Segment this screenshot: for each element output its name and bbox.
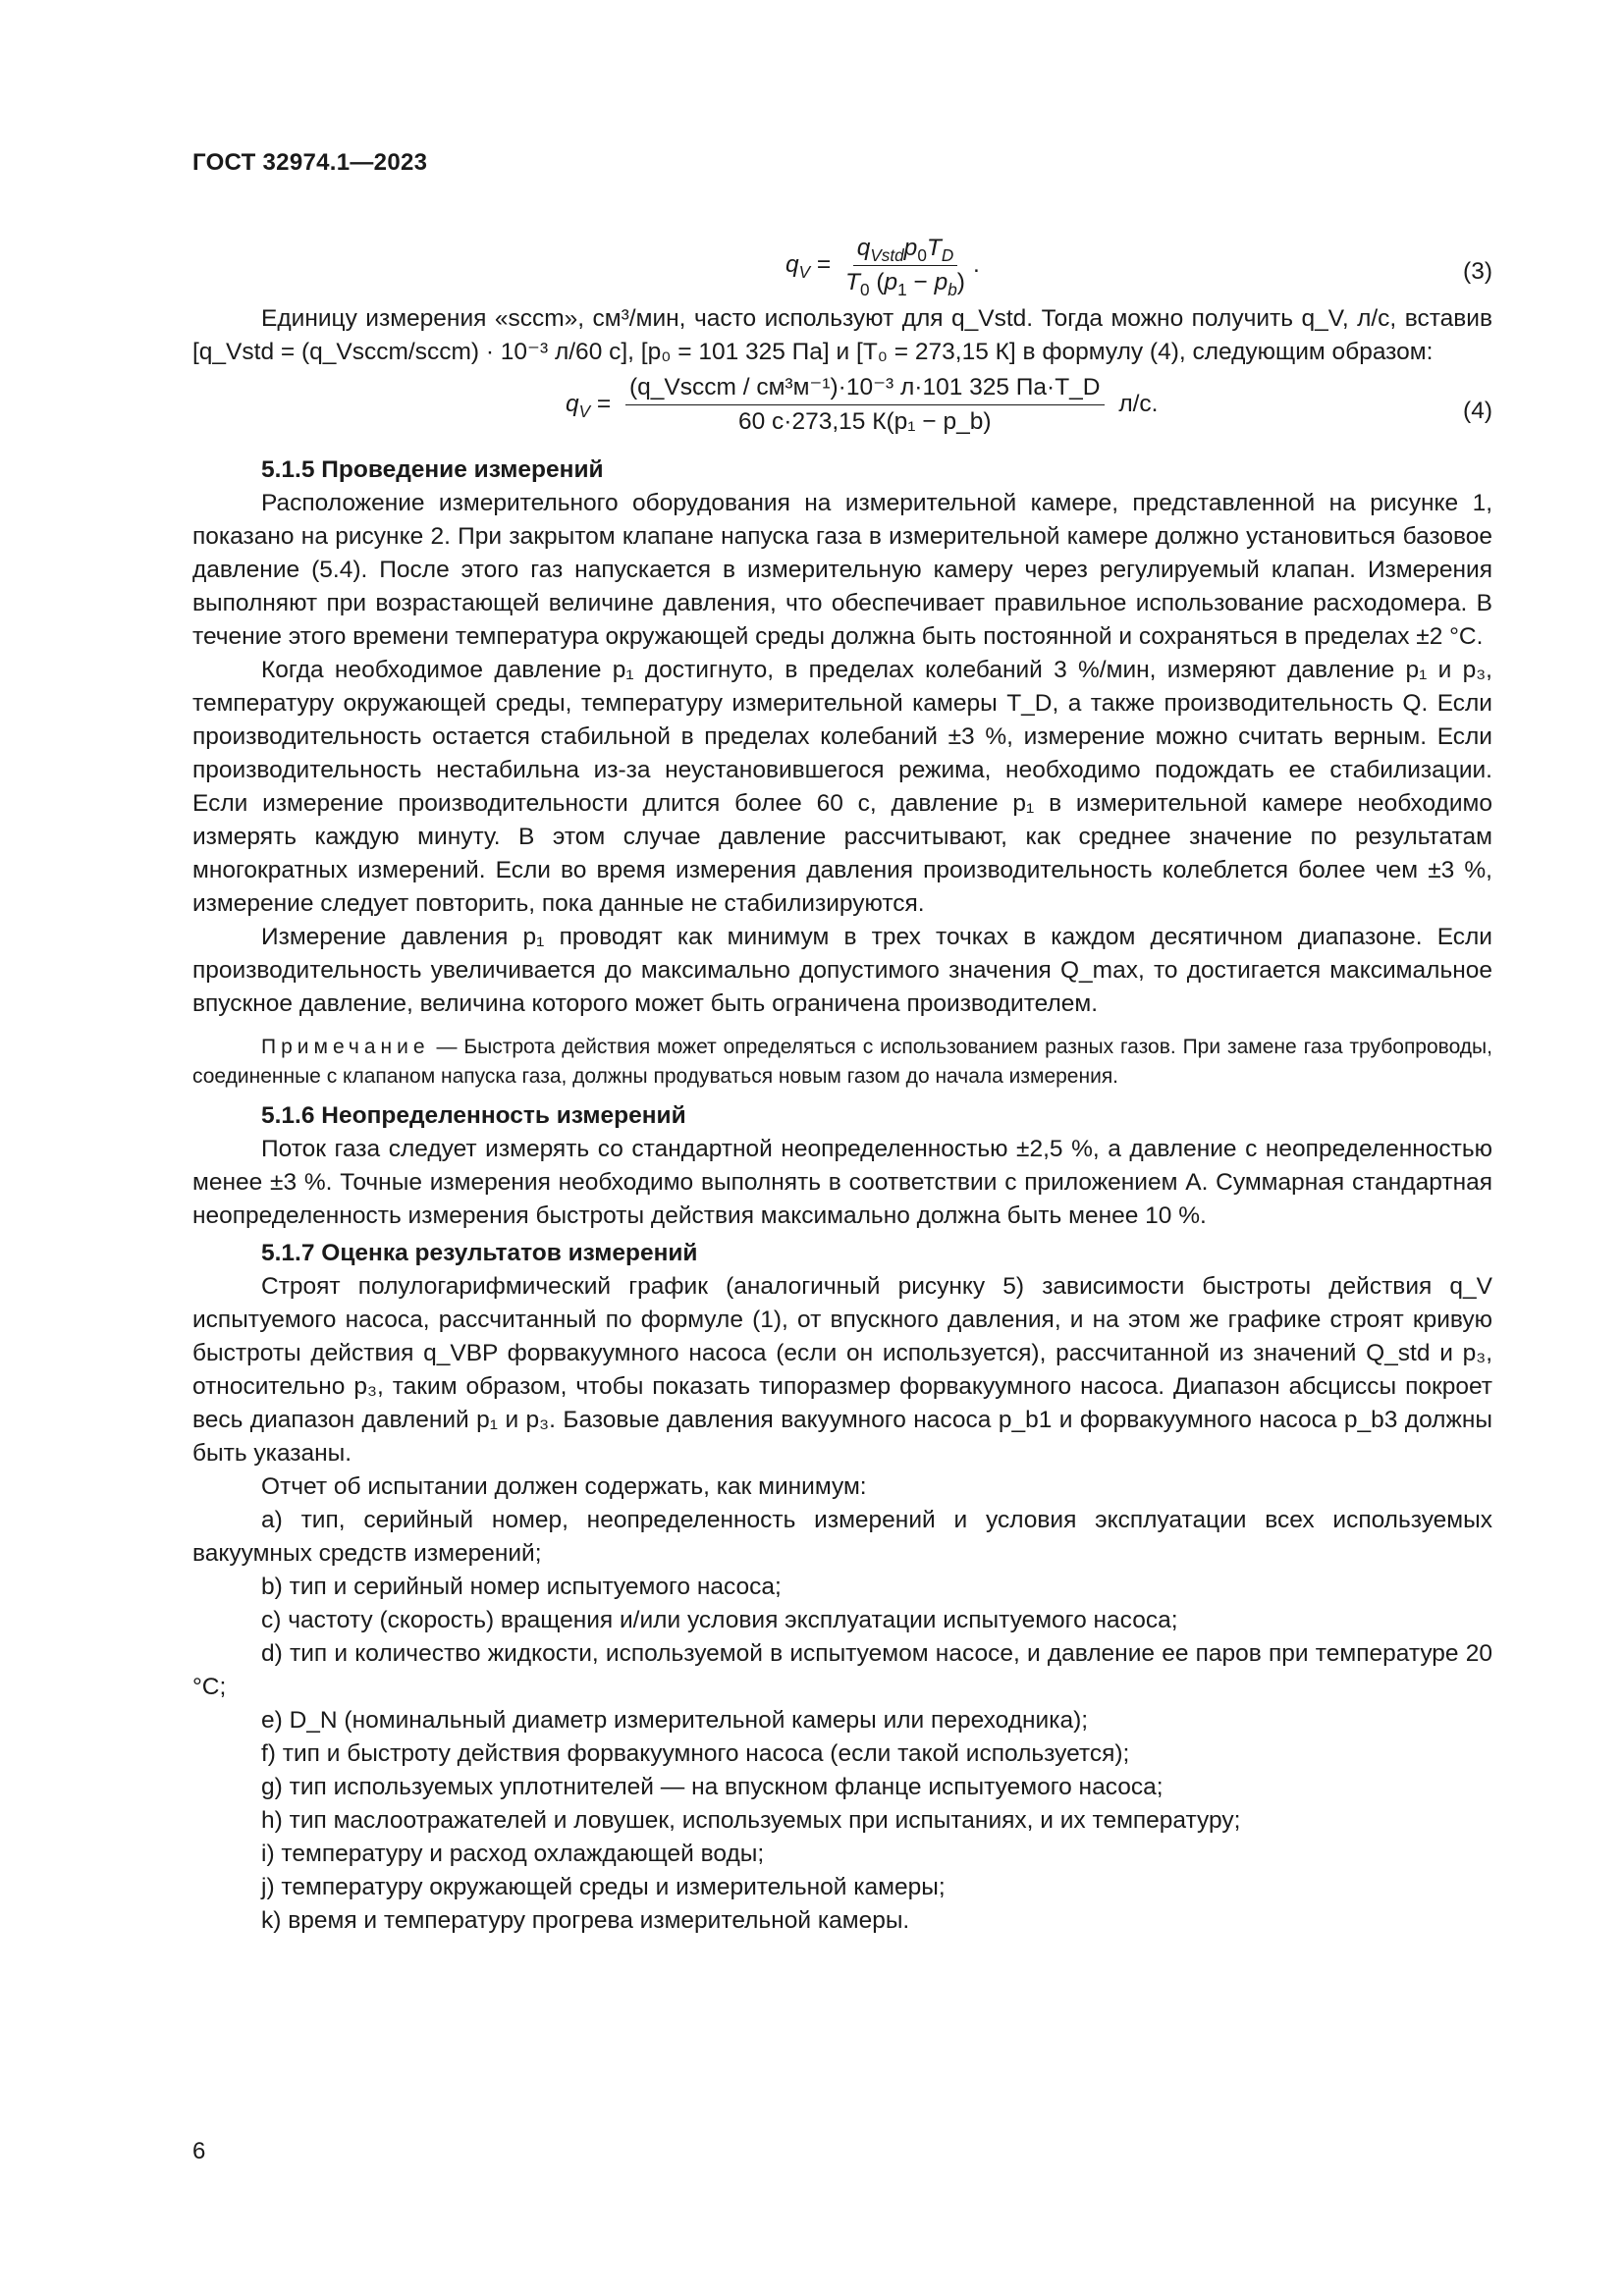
list-item: b) тип и серийный номер испытуемого насоса; xyxy=(261,1574,782,1600)
section-515-note xyxy=(192,1033,1492,1092)
note-label: Примечание xyxy=(261,1036,430,1058)
section-517-heading: 5.1.7 Оценка результатов измерений xyxy=(261,1240,698,1266)
equation-3-expression: $q_V$ = $\frac{q_{Vstd}p_0T_D}{T_0 (p_1 - p_b)}$ . xyxy=(785,235,980,299)
equation-4-number: (4) xyxy=(1463,398,1492,424)
section-516-paragraph-1: Поток газа следует измерять со стандартной неопределенностью ±2,5 %, а давление с неопределенностью менее ±3 %. Точные измерения необходимо выполнять в соответствии с приложением А. Суммарная стандартная неопределенность измерения быстроты действия максимально должна быть менее 10 %. xyxy=(192,1136,1492,1229)
section-516-heading: 5.1.6 Неопределенность измерений xyxy=(261,1102,686,1129)
section-515-heading: 5.1.5 Проведение измерений xyxy=(261,456,604,483)
equation-3-denominator: $T_0$ $(p_1 - p_b)$ xyxy=(845,269,965,299)
section-515-paragraph-1: Расположение измерительного оборудования на измерительной камере, представленной на рисунке 1, показано на рисунке 2. При закрытом клапане напуска газа в измерительной камере должно установиться базовое давление (5.4). После этого газ напускается в измерительную камеру через регулируемый клапан. Измерения выполняют при возрастающей величине давления, что обеспечивает правильное использование расходомера. В течение этого времени температура окружающей среды должна быть постоянной и сохраняться в пределах ±2 °С. xyxy=(192,490,1492,650)
list-item: g) тип используемых уплотнителей — на впускном фланце испытуемого насоса; xyxy=(261,1774,1164,1800)
paragraph-units: Единицу измерения «sccm», см³/мин, часто используют для q_Vstd. Тогда можно получить q_V, л/с, вставив [q_Vstd = (q_Vsccm/sccm) · 10⁻³ л/60 с], [p₀ = 101 325 Па] и [T₀ = 273,15 К] в формулу (4), следующим образом: xyxy=(192,305,1492,365)
list-item: e) D_N (номинальный диаметр измерительной камеры или переходника); xyxy=(261,1707,1089,1734)
document-body xyxy=(192,234,1492,1938)
list-item: h) тип маслоотражателей и ловушек, используемых при испытаниях, и их температуру; xyxy=(261,1807,1241,1834)
section-517-paragraph-2: Отчет об испытании должен содержать, как минимум: xyxy=(261,1473,867,1500)
equation-4-numerator: (q_Vsccm / см³м⁻¹)·10⁻³ л·101 325 Па·T_D xyxy=(625,373,1105,405)
list-item: k) время и температуру прогрева измерительной камеры. xyxy=(261,1907,910,1934)
list-item: i) температуру и расход охлаждающей воды; xyxy=(261,1841,765,1867)
list-item: f) тип и быстроту действия форвакуумного насоса (если такой используется); xyxy=(261,1740,1130,1767)
equation-3 xyxy=(192,234,1492,302)
document-header: ГОСТ 32974.1—2023 xyxy=(192,149,428,176)
list-item: d) тип и количество жидкости, используемой в испытуемом насосе, и давление ее паров при температуре 20 °С; xyxy=(192,1640,1492,1700)
list-item: c) частоту (скорость) вращения и/или условия эксплуатации испытуемого насоса; xyxy=(261,1607,1178,1633)
list-item: j) температуру окружающей среды и измерительной камеры; xyxy=(261,1874,946,1900)
equation-4-denominator: 60 с·273,15 К(p₁ − p_b) xyxy=(738,408,992,435)
equation-3-number: (3) xyxy=(1463,258,1492,285)
section-517-paragraph-1: Строят полулогарифмический график (аналогичный рисунку 5) зависимости быстроты действия q_V испытуемого насоса, рассчитанный по формуле (1), от впускного давления, и на этом же графике строят кривую быстроты действия q_VBP форвакуумного насоса (если он используется), рассчитанной из значений Q_std и p₃, относительно p₃, таким образом, чтобы показать типоразмер форвакуумного насоса. Диапазон абсциссы покроет весь диапазон давлений p₁ и p₃. Базовые давления вакуумного насоса p_b1 и форвакуумного насоса p_b3 должны быть указаны. xyxy=(192,1273,1492,1467)
section-515-paragraph-3: Измерение давления p₁ проводят как минимум в трех точках в каждом десятичном диапазоне. Если производительность увеличивается до максимально допустимого значения Q_max, то достигается максимальное впускное давление, величина которого может быть ограничена производителем. xyxy=(192,924,1492,1017)
report-items-list xyxy=(192,1504,1492,1938)
note-text: — Быстрота действия может определяться с использованием разных газов. При замене газа трубопроводы, соединенные с клапаном напуска газа, должны продуваться новым газом до начала измерения. xyxy=(192,1036,1492,1088)
equation-4 xyxy=(192,373,1492,450)
list-item: а) тип, серийный номер, неопределенность измерений и условия эксплуатации всех используемых вакуумных средств измерений; xyxy=(192,1507,1492,1567)
equation-4-unit: л/с. xyxy=(1118,390,1159,417)
section-515-paragraph-2: Когда необходимое давление p₁ достигнуто, в пределах колебаний 3 %/мин, измеряют давление p₁ и p₃, температуру окружающей среды, температуру измерительной камеры T_D, а также производительность Q. Если производительность остается стабильной в пределах колебаний ±3 %, измерение можно считать верным. Если производительность нестабильна из-за неустановившегося режима, необходимо подождать ее стабилизации. Если измерение производительности длится более 60 с, давление p₁ в измерительной камере необходимо измерять каждую минуту. В этом случае давление рассчитывают, как среднее значение по результатам многократных измерений. Если во время измерения давления производительность колеблется более чем ±3 %, измерение следует повторить, пока данные не стабилизируются. xyxy=(192,657,1492,917)
equation-4-fraction xyxy=(625,373,1105,437)
equation-3-fraction xyxy=(845,234,965,297)
equation-4-expression: $q_V$ = $\frac{\text{(q\_Vsccm / см³м⁻¹)·10⁻³ л·101 325 Па·T\_D}}{\text{60 с·273,15 К(p₁ − p\_b)}}$ л/с. xyxy=(566,374,1159,435)
equation-3-numerator: $q_{Vstd}p_0T_D$ xyxy=(853,234,958,266)
page-number: 6 xyxy=(192,2138,206,2164)
